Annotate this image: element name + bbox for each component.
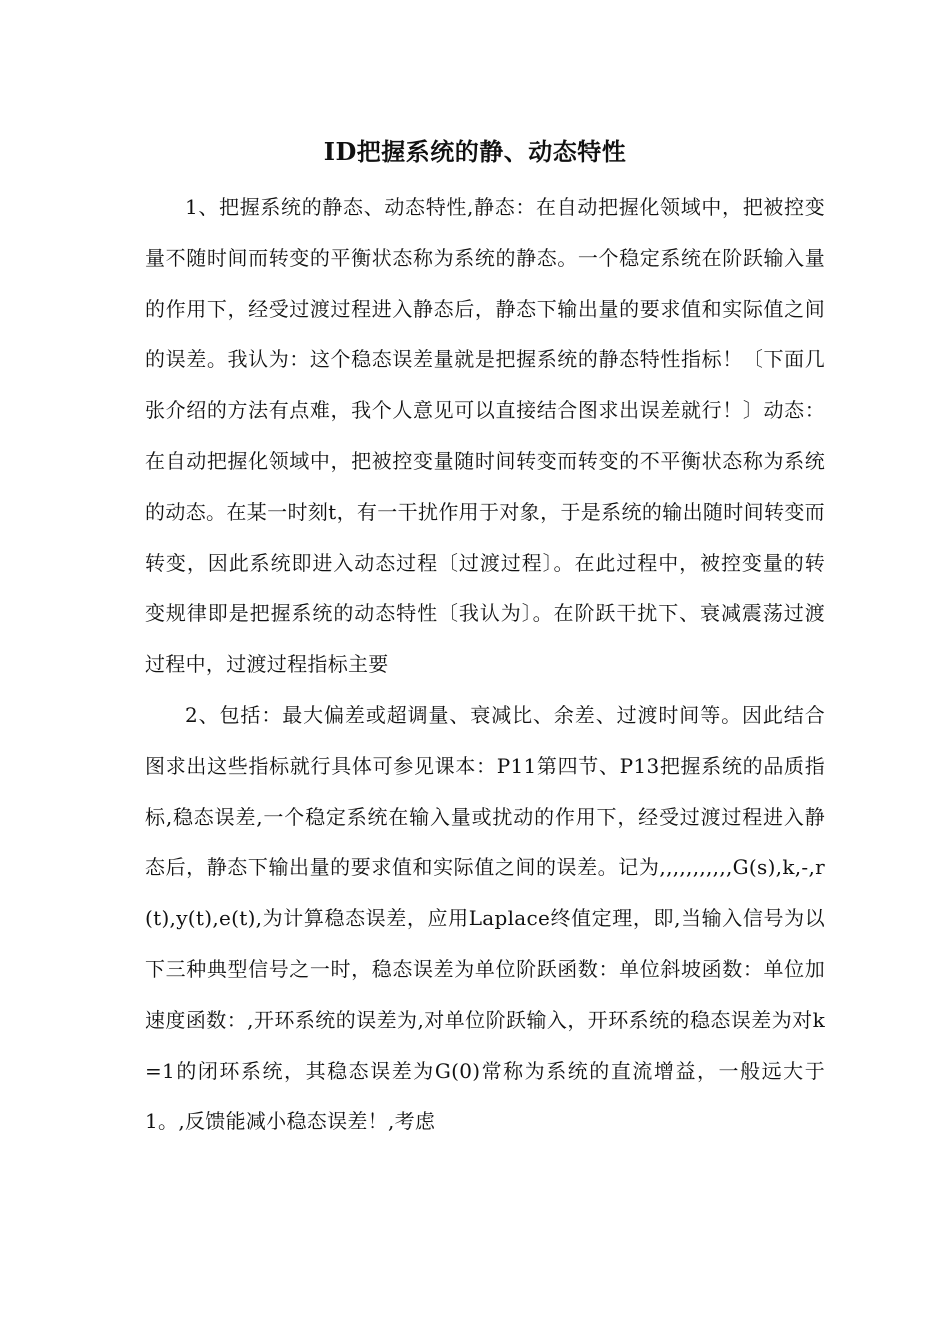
paragraph-1: 1、把握系统的静态、动态特性,静态：在自动把握化领域中，把被控变量不随时间而转变的平衡状态称为系统的静态。一个稳定系统在阶跃输入量的作用下，经受过渡过程进入静态后，静态下输出量的要求值和实际值之间的误差。我认为：这个稳态误差量就是把握系统的静态特性指标！〔下面几张介绍的方法有点难，我个人意见可以直接结合图求出误差就行！〕动态：在自动把握化领域中，把被控变量随时间转变而转变的不平衡状态称为系统的动态。在某一时刻t，有一干扰作用于对象，于是系统的输出随时间转变而转变，因此系统即进入动态过程〔过渡过程〕。在此过程中，被控变量的转变规律即是把握系统的动态特性〔我认为〕。在阶跃干扰下、衰减震荡过渡过程中，过渡过程指标主要 xyxy=(145,195,825,677)
document-body xyxy=(145,182,825,1147)
document-title: ID把握系统的静、动态特性 xyxy=(323,137,627,166)
paragraph-2: 2、包括：最大偏差或超调量、衰减比、余差、过渡时间等。因此结合图求出这些指标就行具体可参见课本：P11第四节、P13把握系统的品质指标,稳态误差,一个稳定系统在输入量或扰动的作用下，经受过渡过程进入静态后，静态下输出量的要求值和实际值之间的误差。记为,,,,,,,,,,,G(s),k,-,r(t),y(t),e(t),为计算稳态误差，应用Laplace终值定理，即,当输入信号为以下三种典型信号之一时，稳态误差为单位阶跃函数：单位斜坡函数：单位加速度函数：,开环系统的误差为,对单位阶跃输入，开环系统的稳态误差为对k=1的闭环系统，其稳态误差为G(0)常称为系统的直流增益，一般远大于1。,反馈能减小稳态误差！,考虑 xyxy=(145,702,825,1134)
